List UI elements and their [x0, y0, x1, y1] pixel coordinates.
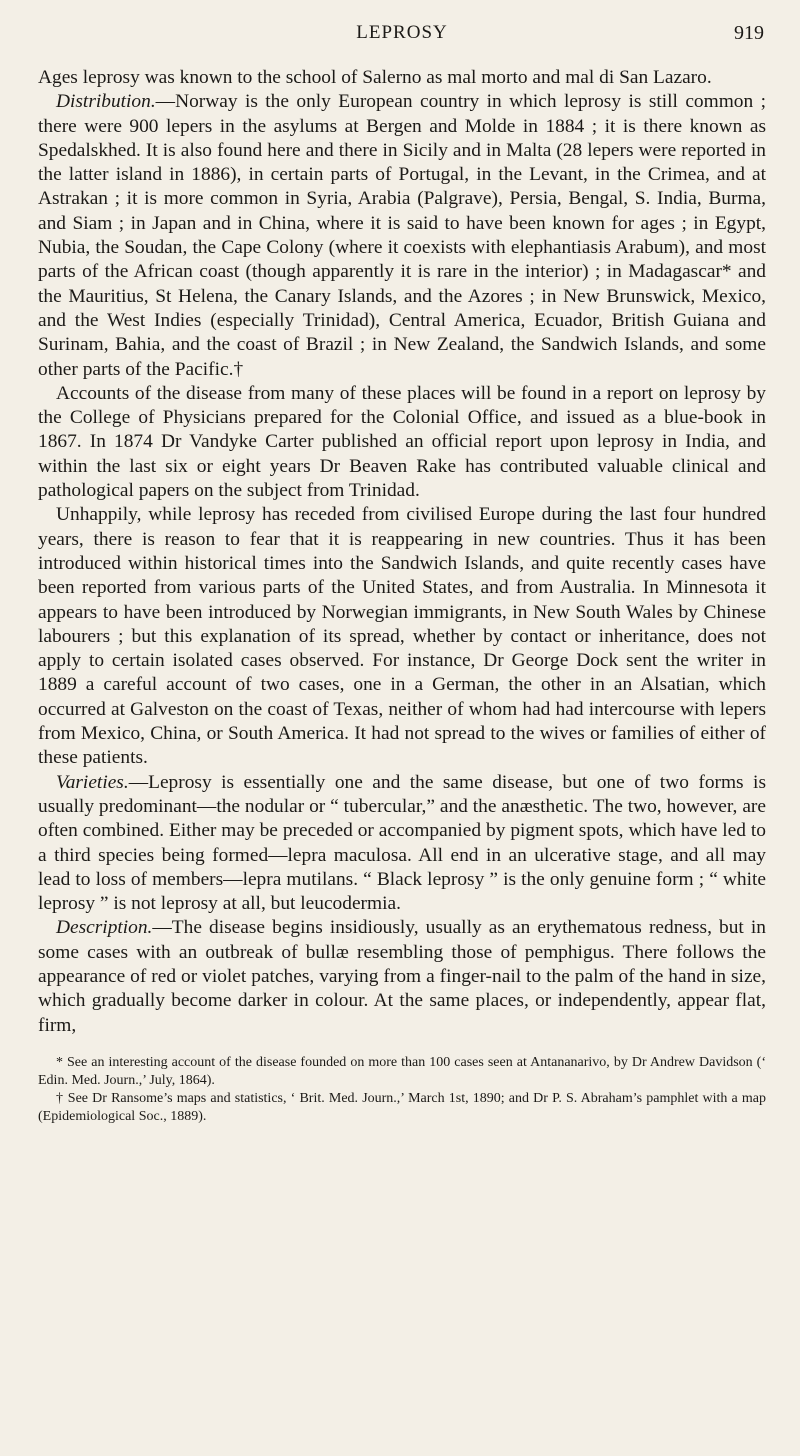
paragraph-text: —The disease begins insidiously, usually as an erythematous redness, but in some cases with an outbreak of bullæ resembling those of pemphigus. There follows the appearance of red or violet patches, varying from a finger-nail to the palm of the hand in size, which gradually become darker in colour. At the same places, or independently, appear flat, firm, [38, 917, 766, 1036]
paragraph-text: —Norway is the only European country in which leprosy is still common ; there were 900 lepers in the asylums at Bergen and Molde in 1884 ; it is there known as Spedalskhed. It is also found here and there in Sicily and in Malta (28 lepers were reported in the latter island in 1886), in certain parts of Portugal, in the Levant, in the Crimea, and at Astrakan ; it is more common in Syria, Arabia (Palgrave), Persia, Bengal, S. India, Burma, and Siam ; in Japan and in China, where it is said to have been known for ages ; in Egypt, Nubia, the Soudan, the Cape Colony (where it coexists with elephantiasis Arabum), and most parts of the African coast (though apparently it is rare in the interior) ; in Madagascar* and the Mauritius, St Helena, the Canary Islands, and the Azores ; in New Brunswick, Mexico, and the West Indies (especially Trinidad), Central America, Ecuador, British Guiana and Surinam, Bahia, and the coast of Brazil ; in New Zealand, the Sandwich Islands, and some other parts of the Pacific.† [38, 91, 766, 380]
page-number: 919 [734, 22, 764, 44]
paragraph-text: Ages leprosy was known to the school of Salerno as mal morto and mal di San Lazaro. [38, 67, 712, 88]
footnotes [38, 1054, 766, 1126]
paragraph-text: Accounts of the disease from many of these places will be found in a report on leprosy by the College of Physicians prepared for the Colonial Office, and issued as a blue-book in 1867. In 1874 Dr Vandyke Carter published an official report upon leprosy in India, and within the last six or eight years Dr Beaven Rake has contributed valuable clinical and pathological papers on the subject from Trinidad. [38, 382, 766, 502]
paragraph-accounts [38, 382, 766, 503]
paragraph-distribution [38, 90, 766, 382]
footnote-dagger: † See Dr Ransome’s maps and statistics, ‘ Brit. Med. Journ.,’ March 1st, 1890; and Dr P. S. Abraham’s pamphlet with a map (Epidemiological Soc., 1889). [38, 1090, 766, 1124]
paragraph-varieties [38, 771, 766, 917]
body-text [38, 66, 766, 1038]
paragraph-text: Unhappily, while leprosy has receded from civilised Europe during the last four hundred years, there is reason to fear that it is reappearing in new countries. Thus it has been introduced within historical times into the Sandwich Islands, and quite recently cases have been reported from various parts of the United States, and from Australia. In Minnesota it appears to have been introduced by Norwegian immigrants, in New South Wales by Chinese labourers ; but this explanation of its spread, whether by contact or inheritance, does not apply to certain isolated cases observed. For instance, Dr George Dock sent the writer in 1889 a careful account of two cases, one in a German, the other in an Alsatian, which occurred at Galveston on the coast of Texas, neither of whom had had intercourse with lepers from Mexico, China, or South America. It had not spread to the wives or families of either of these patients. [38, 504, 766, 769]
paragraph-unhappily [38, 503, 766, 770]
running-head [38, 18, 766, 50]
footnote-asterisk: * See an interesting account of the disease founded on more than 100 cases seen at Antananarivo, by Dr Andrew Davidson (‘ Edin. Med. Journ.,’ July, 1864). [38, 1054, 766, 1088]
paragraph-description [38, 916, 766, 1037]
paragraph-ages-leprosy [38, 66, 766, 90]
section-label-distribution: Distribution. [56, 91, 156, 113]
section-label-varieties: Varieties. [56, 771, 129, 793]
paragraph-text: —Leprosy is essentially one and the same disease, but one of two forms is usually predominant—the nodular or “ tubercular,” and the anæsthetic. The two, however, are often combined. Either may be preceded or accompanied by pigment spots, which have led to a third species being formed—lepra maculosa. All end in an ulcerative stage, and all may lead to loss of members—lepra mutilans. “ Black leprosy ” is the only genuine form ; “ white leprosy ” is not leprosy at all, but leucodermia. [38, 771, 766, 915]
section-label-description: Description. [56, 917, 153, 939]
running-title: LEPROSY [356, 22, 448, 43]
